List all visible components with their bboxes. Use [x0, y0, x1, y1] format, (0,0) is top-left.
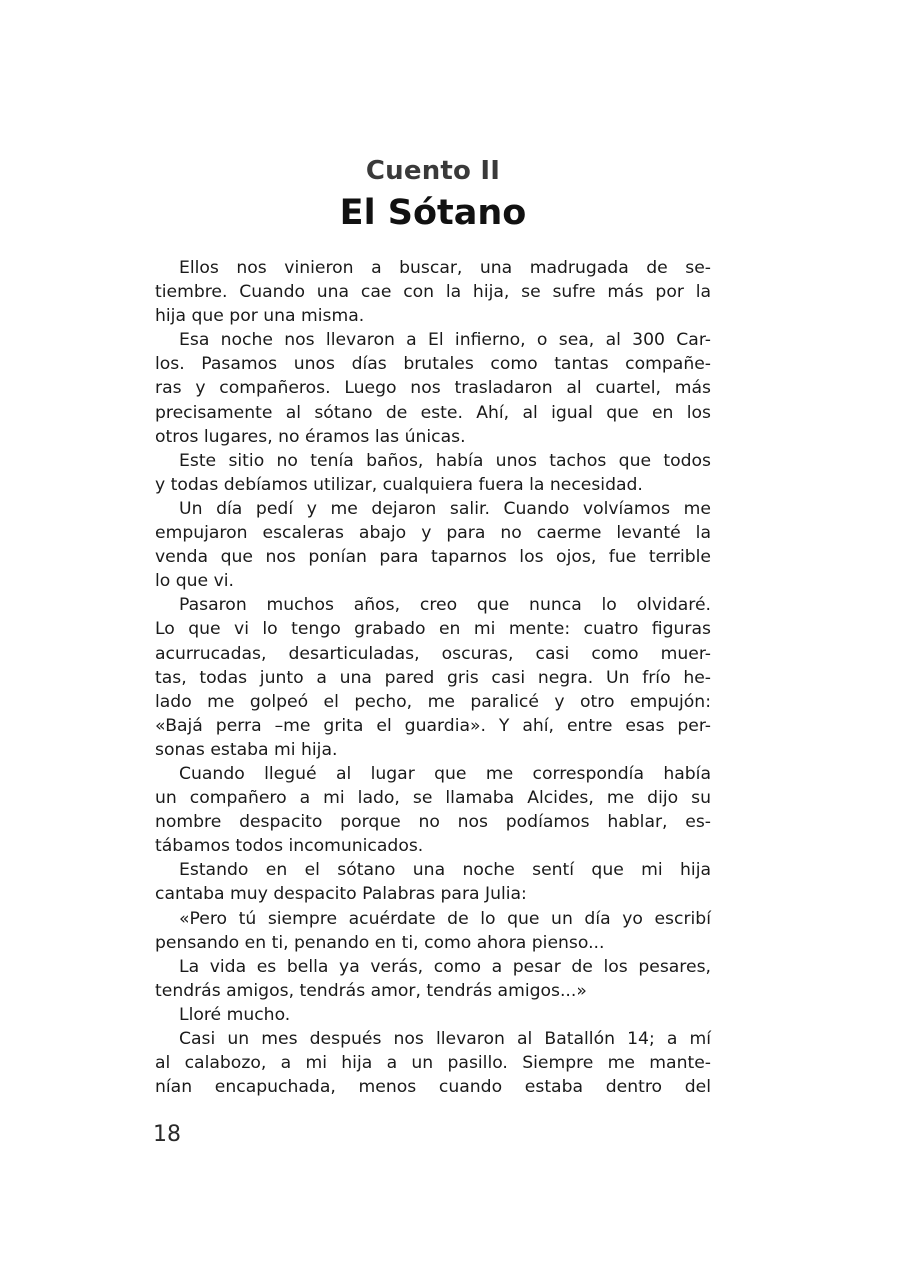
text-line: al calabozo, a mi hija a un pasillo. Siempre me mante- [155, 1053, 711, 1074]
text-line: tas, todas junto a una pared gris casi negra. Un frío he- [155, 667, 711, 688]
text-line: nían encapuchada, menos cuando estaba dentro del [155, 1077, 711, 1098]
text-line: venda que nos ponían para taparnos los ojos, fue terrible [155, 547, 711, 568]
text-line: La vida es bella ya verás, como a pesar de los pesares, [179, 956, 711, 977]
text-line: y todas debíamos utilizar, cualquiera fuera la necesidad. [155, 474, 643, 495]
text-line: Casi un mes después nos llevaron al Batallón 14; a mí [179, 1029, 711, 1049]
text-line: tiembre. Cuando una cae con la hija, se sufre más por la [155, 282, 711, 303]
text-line: Ellos nos vinieron a buscar, una madrugada de se- [179, 258, 711, 278]
text-line: pensando en ti, penando en ti, como ahora pienso... [155, 932, 605, 953]
chapter-title: El Sótano [339, 193, 527, 233]
text-line: Cuando llegué al lugar que me correspondía había [179, 763, 711, 784]
text-line: sonas estaba mi hija. [155, 739, 338, 760]
text-line: ras y compañeros. Luego nos trasladaron al cuartel, más [155, 378, 711, 399]
text-line: Este sitio no tenía baños, había unos tachos que todos [179, 450, 711, 471]
chapter-subtitle: Cuento II [365, 156, 501, 186]
text-line: «Bajá perra –me grita el guardia». Y ahí, entre esas per- [155, 715, 711, 736]
text-line: Lloré mucho. [179, 1004, 291, 1025]
text-line: lado me golpeó el pecho, me paralicé y otro empujón: [155, 691, 711, 712]
text-line: Esa noche nos llevaron a El infierno, o sea, al 300 Car- [179, 330, 711, 351]
text-line: Lo que vi lo tengo grabado en mi mente: cuatro figuras [155, 619, 711, 640]
text-line: otros lugares, no éramos las únicas. [155, 426, 466, 447]
text-line: los. Pasamos unos días brutales como tantas compañe- [155, 354, 711, 375]
text-line: precisamente al sótano de este. Ahí, al igual que en los [155, 402, 711, 423]
text-line: tábamos todos incomunicados. [155, 836, 424, 857]
page-number: 18 [153, 1122, 181, 1147]
text-line: un compañero a mi lado, se llamaba Alcides, me dijo su [155, 788, 711, 809]
text-line: acurrucadas, desarticuladas, oscuras, casi como muer- [155, 643, 711, 664]
text-line: Pasaron muchos años, creo que nunca lo olvidaré. [179, 595, 711, 616]
text-line: lo que vi. [155, 571, 235, 592]
text-line: Estando en el sótano una noche sentí que mi hija [179, 860, 711, 881]
text-line: nombre despacito porque no nos podíamos hablar, es- [155, 812, 711, 833]
text-line: empujaron escaleras abajo y para no caerme levanté la [155, 523, 711, 544]
story-body [155, 256, 711, 1099]
text-line: cantaba muy despacito Palabras para Julia: [155, 884, 527, 905]
text-line: tendrás amigos, tendrás amor, tendrás amigos...» [155, 980, 587, 1001]
text-line: hija que por una misma. [155, 306, 365, 327]
text-line: Un día pedí y me dejaron salir. Cuando volvíamos me [179, 498, 711, 519]
text-line: «Pero tú siempre acuérdate de lo que un día yo escribí [179, 908, 711, 929]
